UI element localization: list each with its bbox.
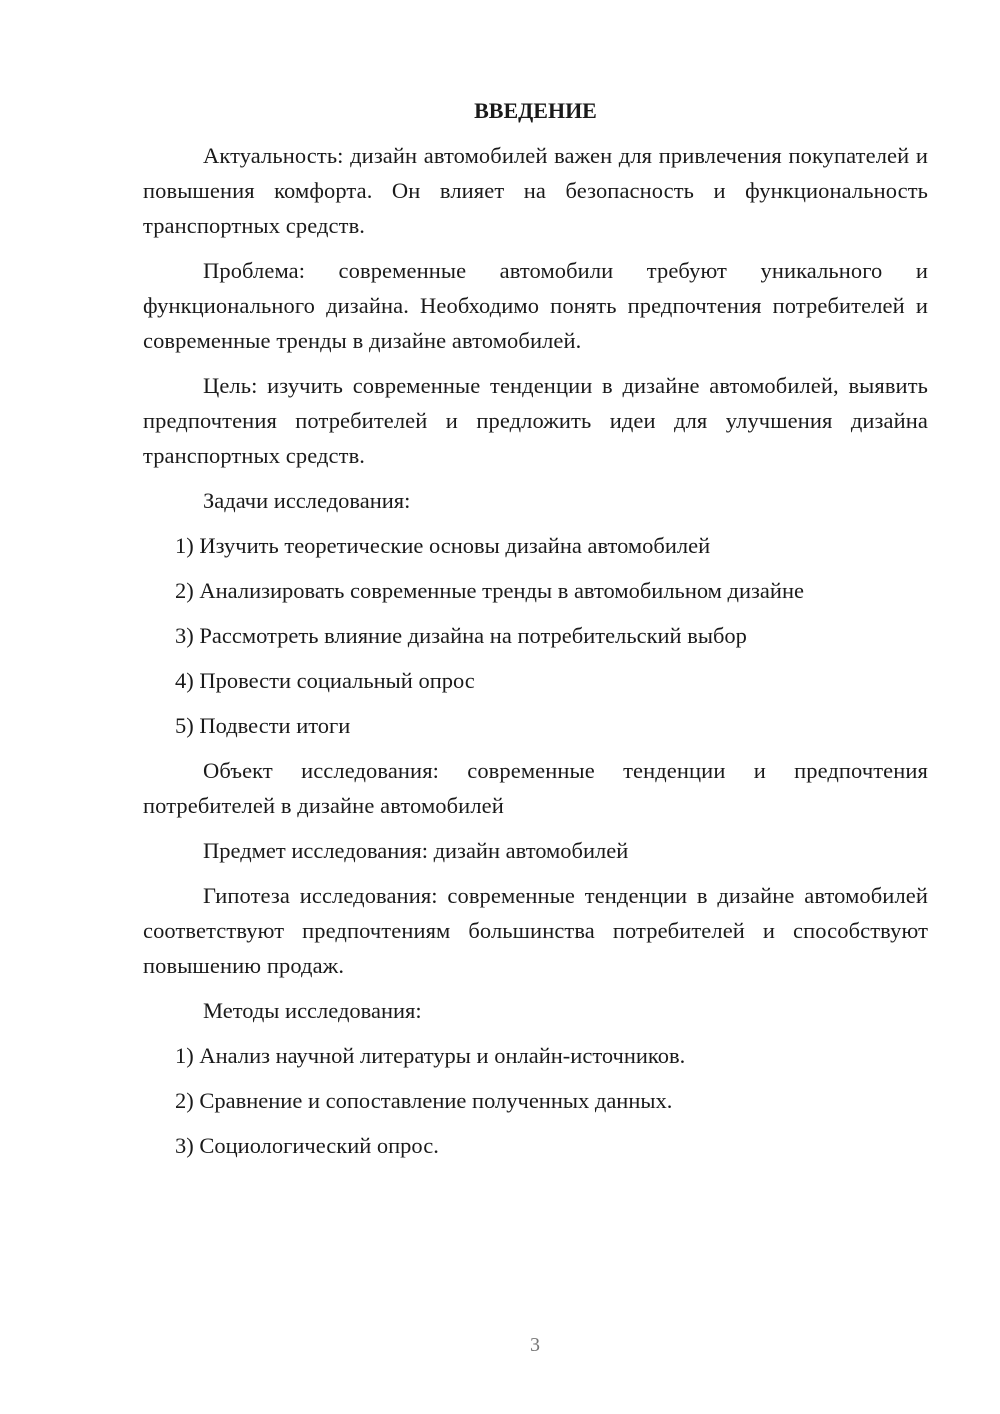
task-item-5: 5) Подвести итоги [175,713,351,738]
task-item-3: 3) Рассмотреть влияние дизайна на потребительский выбор [175,623,747,648]
task-item-1: 1) Изучить теоретические основы дизайна автомобилей [175,533,711,558]
methods-heading: Методы исследования: [203,998,422,1023]
problem-paragraph: Проблема: современные автомобили требуют уникального и функционального дизайна. Необходимо понять предпочтения потребителей и современные тренды в дизайне автомобилей. [143,258,928,353]
task-item-2: 2) Анализировать современные тренды в автомобильном дизайне [175,578,804,603]
goal-paragraph: Цель: изучить современные тенденции в дизайне автомобилей, выявить предпочтения потребителей и предложить идеи для улучшения дизайна транспортных средств. [143,373,928,468]
method-item-2: 2) Сравнение и сопоставление полученных данных. [175,1088,673,1113]
page-number: 3 [530,1334,540,1356]
method-item-1: 1) Анализ научной литературы и онлайн-источников. [175,1043,686,1068]
page-title: ВВЕДЕНИЕ [474,98,597,123]
hypothesis-paragraph: Гипотеза исследования: современные тенденции в дизайне автомобилей соответствуют предпочтениям большинства потребителей и способствуют повышению продаж. [143,883,928,978]
method-item-3: 3) Социологический опрос. [175,1133,439,1158]
task-item-4: 4) Провести социальный опрос [175,668,475,693]
object-paragraph: Объект исследования: современные тенденции и предпочтения потребителей в дизайне автомобилей [143,758,928,818]
subject-paragraph: Предмет исследования: дизайн автомобилей [203,838,629,863]
page-content [143,96,928,1173]
tasks-heading: Задачи исследования: [203,488,411,513]
relevance-paragraph: Актуальность: дизайн автомобилей важен для привлечения покупателей и повышения комфорта. Он влияет на безопасность и функциональность транспортных средств. [143,143,928,238]
